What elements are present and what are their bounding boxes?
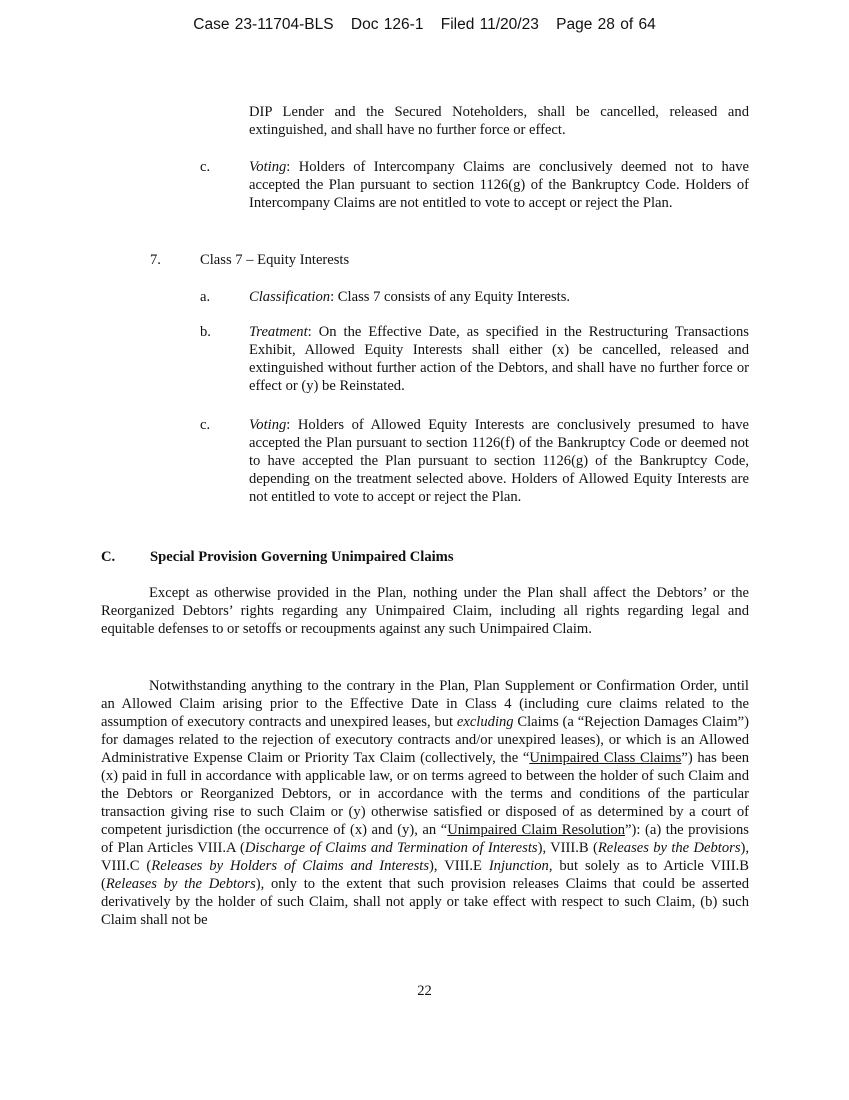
class7-number: 7. [150,252,161,268]
classification-text: : Class 7 consists of any Equity Interests. [330,289,571,305]
text-run: ”) has been (x) paid in full in accordance with applicable law, or on terms agreed to between the holder of such Claim and the Debtors or Reorganized Debtors, or in accordance with the terms and conditions of the particular transaction giving rise to such Claim or (y) otherwise satisfied or disposed of as determined by a court of competent jurisdiction (the occurrence of (x) and (y), an “ [101,750,749,838]
page-indicator: Page 28 of 64 [556,16,656,33]
section-c-letter: C. [101,549,116,565]
text-run: ), VIII.B ( [537,840,598,856]
italic-run: Releases by Holders of Claims and Interests [151,858,430,874]
voting-text: : Holders of Allowed Equity Interests are conclusively presumed to have accepted the Plan pursuant to section 1126(f) of the Bankruptcy Code or deemed not to have accepted the Plan pursuant to section 1126(g) of the Bankruptcy Code, depending on the treatment selected above. Holders of Allowed Equity Interests are not entitled to vote to accept or reject the Plan. [249,417,749,505]
item-label-c-class7: c. [200,417,211,433]
defined-term: Unimpaired Class Claims [529,750,682,766]
text-run: ), VIII.E [429,858,489,874]
text-run: ), VIII.C ( [101,840,750,874]
defined-term: Unimpaired Claim Resolution [447,822,626,838]
voting-paragraph-class7 [249,416,749,506]
item-label-a: a. [200,289,211,305]
text-run: Notwithstanding anything to the contrary in the Plan, Plan Supplement or Confirmation Order, until an Allowed Claim arising prior to the Effective Date in Class 4 (including cure claims related to the assumption of executory contracts and unexpired leases, but [101,678,749,730]
voting-term: Voting [249,417,287,433]
italic-run: Releases by the Debtors [105,876,256,892]
text-run: Claims (a “Rejection Damages Claim”) for damages related to the rejection of executory contracts and/or unexpired leases), or which is an Allowed Administrative Expense Claim or Priority Tax Claim (collectively, the “ [101,714,750,766]
item-label-b: b. [200,324,211,340]
case-number: Case 23-11704-BLS [193,16,334,33]
filed-date: Filed 11/20/23 [440,16,539,33]
body-paragraph-1: Except as otherwise provided in the Plan, nothing under the Plan shall affect the Debtors’ or the Reorganized Debtors’ rights regarding any Unimpaired Claim, including all rights regarding legal and equitable defenses to or setoffs or recoupments against any such Unimpaired Claim. [101,585,749,637]
voting-paragraph-class6 [249,158,749,212]
italic-run: Discharge of Claims and Termination of Interests [244,840,538,856]
italic-run: Releases by the Debtors [597,840,741,856]
treatment-text: : On the Effective Date, as specified in the Restructuring Transactions Exhibit, Allowed Equity Interests shall either (x) be cancelled, released and extinguished without further action of the Debtors, and shall have no further force or effect or (y) be Reinstated. [249,324,749,394]
text-run: ”): (a) the provisions of Plan Articles VIII.A ( [101,822,749,856]
section-c-title: Special Provision Governing Unimpaired Claims [150,549,454,565]
text-run: ), only to the extent that such provision releases Claims that could be asserted derivatively by the holder of such Claim, shall not apply or take effect with respect to such Claim, (b) such Claim shall not be [101,876,749,928]
case-header [0,16,849,34]
body-paragraph-2 [101,677,749,929]
text-run: , but solely as to Article VIII.B ( [101,858,749,892]
voting-text: : Holders of Intercompany Claims are conclusively deemed not to have accepted the Plan pursuant to section 1126(g) of the Bankruptcy Code. Holders of Intercompany Claims are not entitled to vote to accept or reject the Plan. [249,159,749,211]
voting-term: Voting [249,159,287,175]
treatment-paragraph [249,323,749,395]
item-label-c-class6: c. [200,159,211,175]
class7-title: Class 7 – Equity Interests [200,252,350,268]
page-number: 22 [417,983,432,999]
doc-number: Doc 126-1 [350,16,424,33]
classification-paragraph [249,288,749,306]
italic-run: excluding [456,714,514,730]
classification-term: Classification [249,289,331,305]
italic-run: Injunction [488,858,549,874]
treatment-term: Treatment [249,324,308,340]
continuation-paragraph: DIP Lender and the Secured Noteholders, shall be cancelled, released and extinguished, and shall have no further force or effect. [249,104,749,138]
